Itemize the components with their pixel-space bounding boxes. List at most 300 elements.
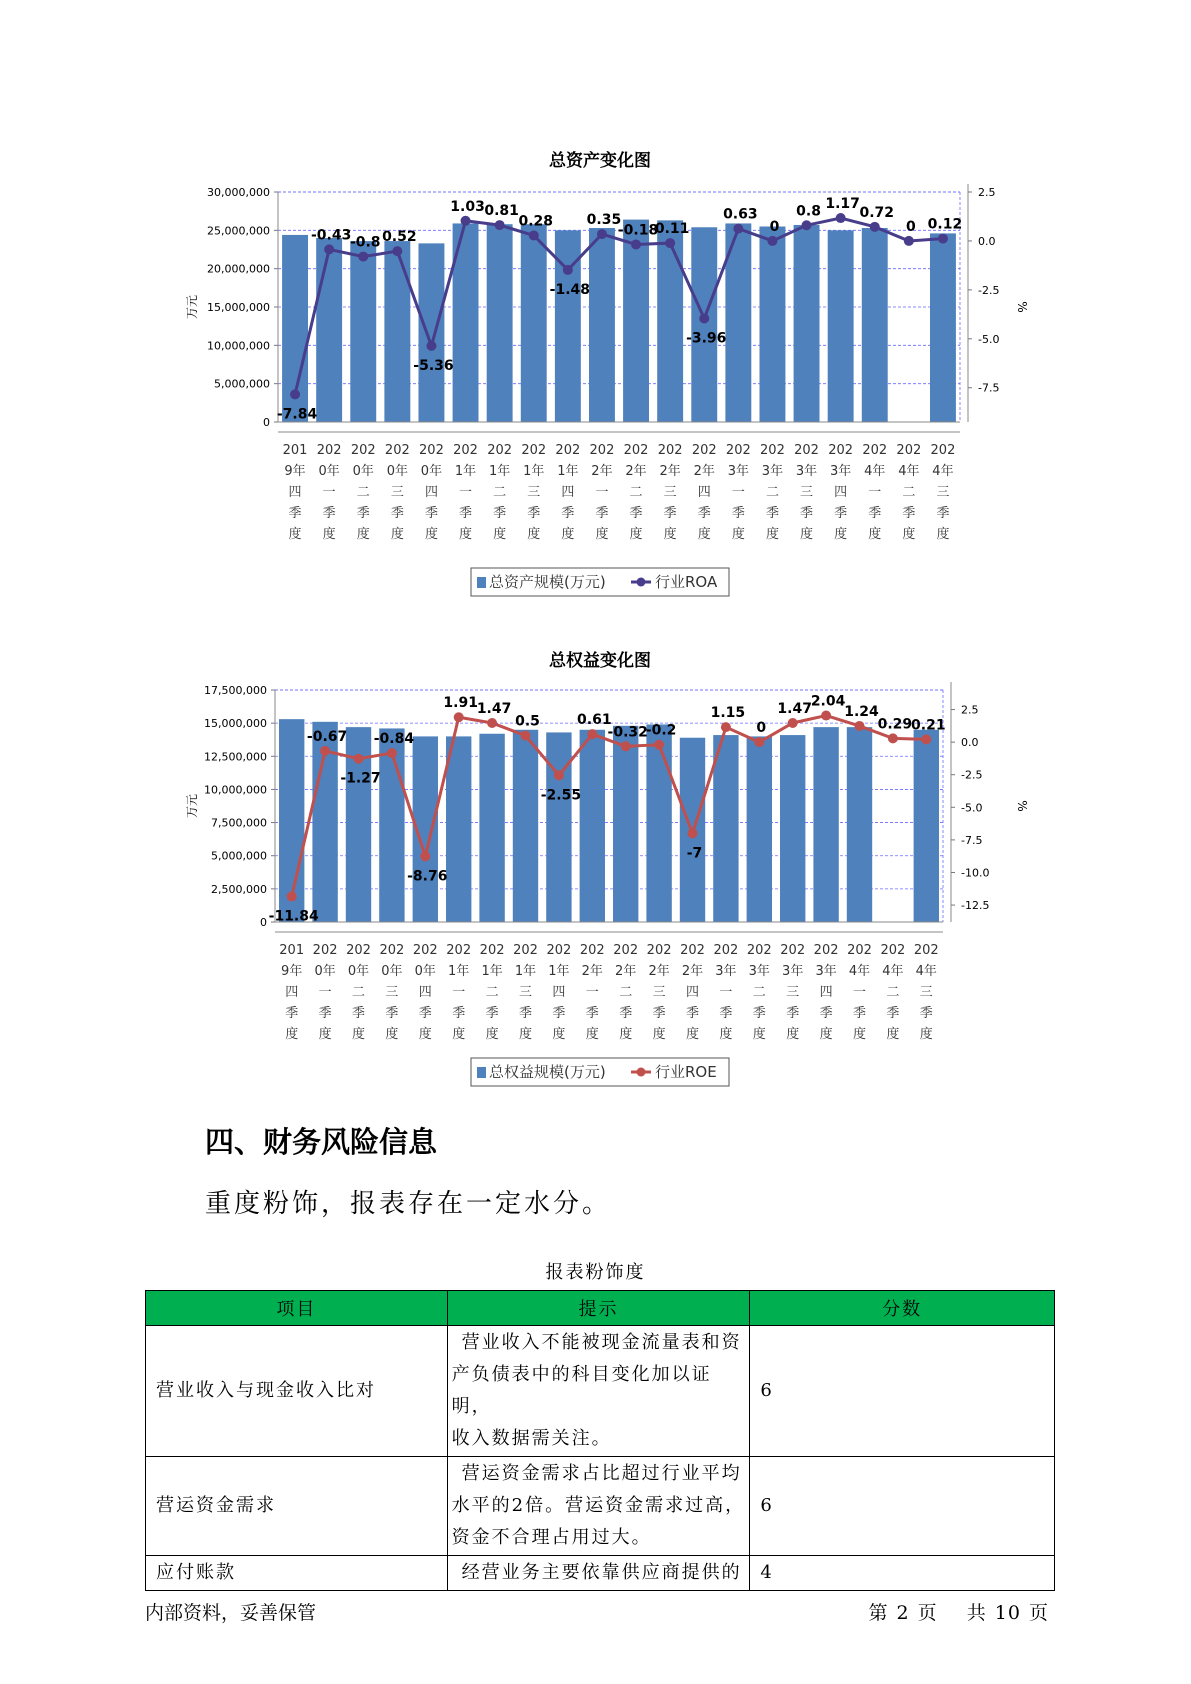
y-tick-label: 5,000,000 xyxy=(211,849,267,863)
x-tick-label: 202 xyxy=(828,443,854,458)
bar xyxy=(914,730,939,922)
x-tick-label: 202 xyxy=(555,443,581,458)
page-total: 10 xyxy=(994,1602,1021,1624)
line-point xyxy=(426,341,436,351)
x-tick-label: 202 xyxy=(760,443,785,458)
data-label: 1.91 xyxy=(443,695,478,712)
tip-line: 资金不合理占用过大。 xyxy=(451,1527,652,1548)
row-tip xyxy=(447,1556,750,1591)
x-tick-label: 一 xyxy=(731,485,745,500)
bar xyxy=(691,227,717,422)
x-tick-label: 三 xyxy=(390,485,404,500)
x-tick-label: 3年 xyxy=(830,464,852,479)
x-tick-label: 三 xyxy=(663,485,677,500)
data-label: -1.27 xyxy=(340,770,381,787)
x-tick-label: 度 xyxy=(697,527,711,542)
x-tick-label: 度 xyxy=(459,527,473,542)
x-tick-label: 三 xyxy=(652,985,666,1000)
line-point xyxy=(938,234,948,244)
x-tick-label: 季 xyxy=(685,1006,700,1021)
y-axis-label: 万元 xyxy=(185,793,199,819)
line-point xyxy=(621,741,631,751)
x-tick-label: 202 xyxy=(896,443,922,458)
x-tick-label: 202 xyxy=(613,943,639,958)
x-tick-label: 2年 xyxy=(591,464,613,479)
line-point xyxy=(921,734,931,744)
x-tick-label: 度 xyxy=(318,1027,332,1042)
x-tick-label: 度 xyxy=(322,527,336,542)
x-tick-label: 度 xyxy=(936,527,950,542)
y-tick-label: 15,000,000 xyxy=(207,301,270,314)
x-tick-label: 202 xyxy=(350,443,376,458)
legend-swatch-bar xyxy=(477,577,486,588)
x-tick-label: 9年 xyxy=(284,464,306,479)
line-point xyxy=(699,313,709,323)
data-label: 1.03 xyxy=(450,198,485,215)
x-tick-label: 度 xyxy=(852,1027,867,1042)
y2-tick-label: -5.0 xyxy=(961,801,983,815)
y2-tick-label: 0.0 xyxy=(978,234,996,248)
x-tick-label: 202 xyxy=(513,943,538,958)
x-tick-label: 季 xyxy=(390,506,404,521)
data-label: -0.84 xyxy=(373,731,415,748)
x-tick-label: 度 xyxy=(418,1027,432,1042)
x-tick-label: 202 xyxy=(646,943,672,958)
x-tick-label: 季 xyxy=(800,506,814,521)
x-tick-label: 二 xyxy=(619,985,633,1000)
x-tick-label: 一 xyxy=(585,985,599,1000)
x-tick-label: 季 xyxy=(518,1006,533,1021)
bar xyxy=(589,228,615,422)
x-tick-label: 0年 xyxy=(314,964,336,979)
y2-tick-label: 2.5 xyxy=(978,186,996,199)
y2-tick-label: -10.0 xyxy=(961,866,990,880)
table-header-row xyxy=(146,1291,1055,1326)
line-point xyxy=(387,748,397,758)
y2-tick-label: 2.5 xyxy=(961,703,979,717)
line-point xyxy=(324,244,334,254)
x-tick-label: 季 xyxy=(652,1006,666,1021)
line-point xyxy=(392,246,402,256)
line-point xyxy=(290,389,300,399)
x-tick-label: 四 xyxy=(288,485,302,500)
legend-label-line: 行业ROE xyxy=(655,1063,717,1081)
data-label: 0.21 xyxy=(911,717,946,734)
data-label: 0.61 xyxy=(577,712,612,729)
x-tick-label: 四 xyxy=(418,985,432,1000)
x-tick-label: 0年 xyxy=(381,964,403,979)
x-tick-label: 3年 xyxy=(727,464,749,479)
line-point xyxy=(597,229,607,239)
legend-label-bar: 总资产规模(万元) xyxy=(489,573,606,591)
line-point xyxy=(287,891,297,901)
y2-tick-label: -7.5 xyxy=(978,381,1000,395)
x-tick-label: 202 xyxy=(346,943,371,958)
total-unit: 页 xyxy=(1028,1602,1049,1624)
x-tick-label: 202 xyxy=(419,443,444,458)
data-label: 1.15 xyxy=(710,705,746,722)
data-label: 1.24 xyxy=(844,703,879,720)
x-tick-label: 二 xyxy=(493,485,507,500)
tip-line: 营业收入不能被现金流量表和资 xyxy=(461,1332,742,1353)
tip-line: 经营业务主要依靠供应商提供的 xyxy=(461,1562,742,1583)
y2-tick-label: -2.5 xyxy=(961,768,983,782)
footer-page-number xyxy=(865,1598,1053,1625)
x-tick-label: 201 xyxy=(282,443,308,458)
bar xyxy=(862,228,888,422)
x-tick-label: 202 xyxy=(521,443,547,458)
x-tick-label: 一 xyxy=(868,485,882,500)
y-tick-label: 20,000,000 xyxy=(207,262,270,276)
x-tick-label: 1年 xyxy=(454,464,477,479)
x-tick-label: 2年 xyxy=(659,464,681,479)
chart-title: 总资产变化图 xyxy=(549,151,651,171)
bar xyxy=(350,241,376,422)
y2-tick-label: -2.5 xyxy=(978,283,1000,297)
x-tick-label: 度 xyxy=(595,527,609,542)
x-tick-label: 一 xyxy=(459,485,473,500)
x-tick-label: 度 xyxy=(719,1027,733,1042)
x-tick-label: 0年 xyxy=(318,464,340,479)
x-tick-label: 度 xyxy=(765,527,779,542)
page-unit: 页 xyxy=(917,1602,938,1624)
bar xyxy=(713,735,738,922)
x-tick-label: 202 xyxy=(713,943,739,958)
data-label: 0.8 xyxy=(796,203,821,220)
x-tick-label: 2年 xyxy=(681,964,704,979)
x-tick-label: 度 xyxy=(385,1027,399,1042)
x-tick-label: 季 xyxy=(424,506,438,521)
x-tick-label: 季 xyxy=(493,506,507,521)
x-tick-label: 4年 xyxy=(932,464,954,479)
y-tick-label: 25,000,000 xyxy=(207,224,270,238)
x-tick-label: 度 xyxy=(485,1027,499,1042)
x-tick-label: 1年 xyxy=(557,464,579,479)
data-label: 1.47 xyxy=(476,700,512,717)
x-tick-label: 季 xyxy=(418,1006,432,1021)
header-score: 分数 xyxy=(750,1291,1055,1326)
x-tick-label: 度 xyxy=(351,1027,366,1042)
y-axis-label: 万元 xyxy=(185,294,199,320)
line-point xyxy=(888,733,898,743)
line-point xyxy=(904,236,914,246)
bar xyxy=(521,224,547,422)
x-tick-label: 季 xyxy=(322,506,336,521)
y-tick-label: 0 xyxy=(263,416,270,429)
x-tick-label: 度 xyxy=(752,1027,766,1042)
x-tick-label: 季 xyxy=(527,506,541,521)
x-tick-label: 度 xyxy=(356,527,370,542)
x-tick-label: 202 xyxy=(847,943,872,958)
x-tick-label: 0年 xyxy=(347,964,370,979)
line-point xyxy=(320,746,330,756)
x-tick-label: 度 xyxy=(390,527,404,542)
x-tick-label: 度 xyxy=(685,1027,700,1042)
x-tick-label: 0年 xyxy=(420,464,443,479)
x-tick-label: 季 xyxy=(356,506,370,521)
section-title: 四、财务风险信息 xyxy=(205,1125,438,1159)
x-tick-label: 三 xyxy=(518,985,533,1000)
x-tick-label: 度 xyxy=(518,1027,533,1042)
line-point xyxy=(587,729,597,739)
x-tick-label: 202 xyxy=(316,443,342,458)
line-point xyxy=(788,718,798,728)
line-point xyxy=(754,737,764,747)
x-tick-label: 4年 xyxy=(882,964,904,979)
x-tick-label: 四 xyxy=(685,985,700,1000)
data-label: 0.29 xyxy=(877,716,913,733)
line-point xyxy=(354,754,364,764)
bar xyxy=(794,225,820,422)
bar xyxy=(613,726,638,922)
x-tick-label: 四 xyxy=(834,485,848,500)
x-tick-label: 202 xyxy=(379,943,405,958)
x-tick-label: 二 xyxy=(351,985,366,1000)
x-tick-label: 度 xyxy=(731,527,745,542)
x-tick-label: 季 xyxy=(285,1006,299,1021)
bar xyxy=(847,727,872,922)
x-tick-label: 四 xyxy=(561,485,575,500)
tip-line: 收入数据需关注。 xyxy=(451,1428,612,1449)
x-tick-label: 202 xyxy=(746,943,772,958)
x-tick-label: 三 xyxy=(800,485,814,500)
bar xyxy=(546,732,571,922)
data-label: -2.55 xyxy=(540,787,582,804)
x-tick-label: 季 xyxy=(902,506,916,521)
data-label: -0.18 xyxy=(617,222,659,239)
bar xyxy=(657,220,683,422)
x-tick-label: 度 xyxy=(285,1027,299,1042)
x-tick-label: 二 xyxy=(902,485,916,500)
x-tick-label: 季 xyxy=(752,1006,766,1021)
data-label: 0 xyxy=(905,218,916,235)
x-tick-label: 4年 xyxy=(898,464,920,479)
data-label: -0.8 xyxy=(349,234,381,251)
y2-tick-label: 0.0 xyxy=(961,736,979,750)
x-tick-label: 1年 xyxy=(489,464,511,479)
total-equity-chart xyxy=(0,640,1191,1090)
table-row xyxy=(146,1326,1055,1457)
x-tick-label: 季 xyxy=(452,1006,466,1021)
x-tick-label: 二 xyxy=(886,985,900,1000)
row-item: 应付账款 xyxy=(146,1556,448,1591)
data-label: 0.81 xyxy=(484,203,519,220)
x-tick-label: 三 xyxy=(385,985,399,1000)
x-tick-label: 二 xyxy=(485,985,499,1000)
line-point xyxy=(870,222,880,232)
line-point xyxy=(461,216,471,226)
x-tick-label: 度 xyxy=(452,1027,466,1042)
line-point xyxy=(521,731,531,741)
tip-line: 水平的2倍。营运资金需求过高， xyxy=(451,1495,746,1516)
data-label: -7.84 xyxy=(276,406,318,423)
x-tick-label: 季 xyxy=(868,506,882,521)
row-score: 6 xyxy=(750,1457,1055,1556)
x-tick-label: 季 xyxy=(619,1006,633,1021)
legend-swatch-point xyxy=(637,578,646,587)
x-tick-label: 一 xyxy=(595,485,609,500)
x-tick-label: 度 xyxy=(552,1027,566,1042)
x-tick-label: 季 xyxy=(834,506,848,521)
total-assets-chart xyxy=(0,140,1191,600)
x-tick-label: 季 xyxy=(552,1006,566,1021)
x-tick-label: 季 xyxy=(731,506,745,521)
x-tick-label: 四 xyxy=(424,485,438,500)
legend-label-line: 行业ROA xyxy=(655,573,718,591)
x-tick-label: 季 xyxy=(919,1006,933,1021)
x-tick-label: 季 xyxy=(459,506,473,521)
line-point xyxy=(554,770,564,780)
x-tick-label: 202 xyxy=(479,943,505,958)
bar xyxy=(418,243,444,422)
x-tick-label: 季 xyxy=(385,1006,399,1021)
line-point xyxy=(654,740,664,750)
legend-label-bar: 总权益规模(万元) xyxy=(489,1063,606,1081)
x-tick-label: 202 xyxy=(312,943,338,958)
x-tick-label: 一 xyxy=(452,985,466,1000)
x-tick-label: 度 xyxy=(919,1027,933,1042)
x-tick-label: 三 xyxy=(919,985,933,1000)
x-tick-label: 季 xyxy=(663,506,677,521)
x-tick-label: 度 xyxy=(619,1027,633,1042)
x-tick-label: 202 xyxy=(862,443,888,458)
line-point xyxy=(821,711,831,721)
data-label: 2.04 xyxy=(810,693,846,710)
row-tip xyxy=(447,1457,750,1556)
data-label: -0.32 xyxy=(607,724,648,741)
bar xyxy=(759,227,785,423)
x-tick-label: 季 xyxy=(719,1006,733,1021)
x-tick-label: 0年 xyxy=(386,464,408,479)
bar xyxy=(446,736,471,922)
x-tick-label: 202 xyxy=(691,443,717,458)
total-prefix: 共 xyxy=(966,1602,987,1624)
x-tick-label: 202 xyxy=(657,443,683,458)
x-tick-label: 度 xyxy=(561,527,575,542)
tip-line: 营运资金需求占比超过行业平均 xyxy=(461,1463,742,1484)
x-tick-label: 季 xyxy=(819,1006,833,1021)
data-label: -3.96 xyxy=(686,330,727,347)
y2-tick-label: -5.0 xyxy=(978,332,1000,346)
x-tick-label: 202 xyxy=(384,443,410,458)
x-tick-label: 四 xyxy=(697,485,711,500)
bar xyxy=(487,224,513,422)
chart-svg xyxy=(0,140,1191,600)
data-label: 0.72 xyxy=(859,204,895,221)
y2-tick-label: -12.5 xyxy=(961,899,990,913)
x-tick-label: 四 xyxy=(552,985,566,1000)
x-tick-label: 2年 xyxy=(648,964,670,979)
x-tick-label: 202 xyxy=(453,443,478,458)
data-label: -0.43 xyxy=(310,227,352,244)
table-row xyxy=(146,1457,1055,1556)
x-tick-label: 202 xyxy=(813,943,839,958)
data-label: 0.5 xyxy=(515,713,540,730)
x-tick-label: 季 xyxy=(852,1006,867,1021)
y-tick-label: 12,500,000 xyxy=(204,750,267,764)
data-label: 0.52 xyxy=(382,229,417,246)
x-tick-label: 202 xyxy=(487,443,513,458)
x-tick-label: 3年 xyxy=(795,464,818,479)
y-tick-label: 10,000,000 xyxy=(207,339,270,353)
data-label: -11.84 xyxy=(268,908,319,925)
y2-axis-label: % xyxy=(1015,301,1029,313)
x-tick-label: 3年 xyxy=(761,464,784,479)
bar xyxy=(513,730,538,922)
bar xyxy=(384,241,410,422)
x-tick-label: 二 xyxy=(356,485,370,500)
x-tick-label: 度 xyxy=(585,1027,599,1042)
x-tick-label: 季 xyxy=(629,506,643,521)
x-tick-label: 0年 xyxy=(352,464,374,479)
y-tick-label: 2,500,000 xyxy=(211,882,267,896)
x-tick-label: 4年 xyxy=(864,464,886,479)
x-tick-label: 一 xyxy=(318,985,332,1000)
bar xyxy=(780,735,805,922)
header-item: 项目 xyxy=(146,1291,448,1326)
x-tick-label: 季 xyxy=(561,506,575,521)
bar xyxy=(813,727,838,922)
x-tick-label: 三 xyxy=(786,985,800,1000)
line-point xyxy=(358,252,368,262)
x-tick-label: 202 xyxy=(794,443,819,458)
line-point xyxy=(487,718,497,728)
x-tick-label: 度 xyxy=(868,527,882,542)
x-tick-label: 2年 xyxy=(693,464,715,479)
y-tick-label: 0 xyxy=(260,916,267,929)
x-tick-label: 季 xyxy=(485,1006,499,1021)
risk-table xyxy=(145,1290,1055,1591)
x-tick-label: 度 xyxy=(424,527,438,542)
x-tick-label: 二 xyxy=(765,485,779,500)
x-tick-label: 202 xyxy=(930,443,956,458)
x-tick-label: 四 xyxy=(285,985,299,1000)
x-tick-label: 202 xyxy=(880,943,906,958)
x-tick-label: 季 xyxy=(318,1006,332,1021)
data-label: 0.11 xyxy=(654,221,690,238)
bar xyxy=(828,230,854,422)
data-label: 0.12 xyxy=(927,216,963,233)
y-tick-label: 30,000,000 xyxy=(207,186,270,199)
page-current: 2 xyxy=(896,1602,910,1624)
y2-tick-label: -7.5 xyxy=(961,833,983,847)
line-point xyxy=(767,236,777,246)
x-tick-label: 季 xyxy=(786,1006,800,1021)
x-tick-label: 度 xyxy=(902,527,916,542)
x-tick-label: 2年 xyxy=(615,964,637,979)
x-tick-label: 202 xyxy=(589,443,615,458)
x-tick-label: 四 xyxy=(819,985,833,1000)
x-tick-label: 3年 xyxy=(748,964,770,979)
y2-axis-label: % xyxy=(1015,800,1029,812)
x-tick-label: 度 xyxy=(834,527,848,542)
x-tick-label: 一 xyxy=(322,485,336,500)
x-tick-label: 二 xyxy=(752,985,766,1000)
x-tick-label: 202 xyxy=(546,943,572,958)
data-label: 0 xyxy=(769,218,780,235)
x-tick-label: 1年 xyxy=(448,964,470,979)
line-point xyxy=(529,230,539,240)
risk-summary: 重度粉饰，报表存在一定水分。 xyxy=(205,1189,612,1219)
data-label: -8.76 xyxy=(407,868,448,885)
x-tick-label: 202 xyxy=(579,943,605,958)
data-label: -0.67 xyxy=(306,728,348,745)
x-tick-label: 三 xyxy=(936,485,950,500)
data-label: 0.63 xyxy=(723,206,758,223)
x-tick-label: 季 xyxy=(765,506,779,521)
x-tick-label: 1年 xyxy=(514,964,537,979)
x-tick-label: 3年 xyxy=(782,964,804,979)
